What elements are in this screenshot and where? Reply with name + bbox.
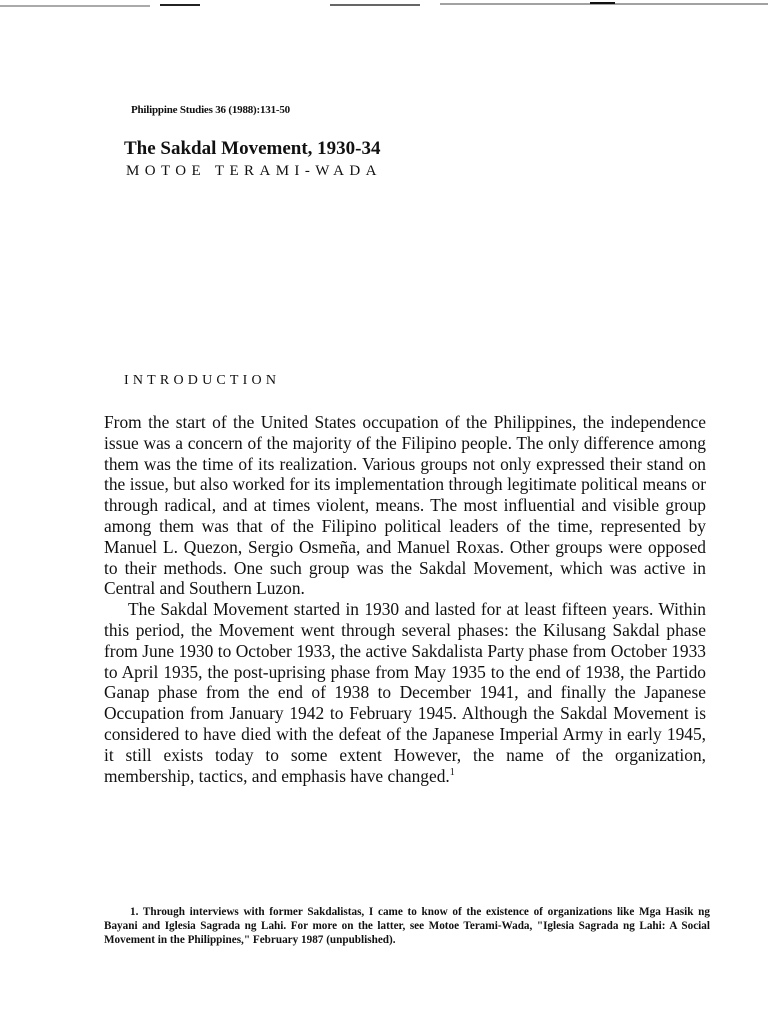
journal-citation: Philippine Studies 36 (1988):131-50	[131, 104, 290, 116]
section-heading-introduction: INTRODUCTION	[124, 373, 281, 388]
body-paragraph-2-text: The Sakdal Movement started in 1930 and lasted for at least fifteen years. Within this period, the Movement went through several phases: the Kilusang Sakdal phase from June 1930 to October 1933, the active Sakdalista Party phase from October 1933 to April 1935, the post-uprising phase from May 1935 to the end of 1938, the Partido Ganap phase from the end of 1938 to December 1941, and finally the Japanese Occupation from January 1942 to February 1945. Although the Sakdal Movement is considered to have died with the defeat of the Japanese Imperial Army in early 1945, it still exists today to some extent However, the name of the organization, membership, tactics, and emphasis have changed.	[104, 599, 706, 786]
body-paragraph-1: From the start of the United States occupation of the Philippines, the independence issue was a concern of the majority of the Filipino people. The only difference among them was the time of its realization. Various groups not only expressed their stand on the issue, but also worked for its implementation through legitimate political means or through radical, and at times violent, means. The most influential and visible group among them was that of the Filipino political leaders of the time, represented by Manuel L. Quezon, Sergio Osmeña, and Manuel Roxas. Other groups were opposed to their methods. One such group was the Sakdal Movement, which was active in Central and Southern Luzon.	[104, 412, 706, 599]
scan-edge-artifact	[0, 0, 768, 14]
article-title: The Sakdal Movement, 1930-34	[124, 138, 381, 159]
footnote-reference: 1	[449, 766, 455, 778]
body-paragraph-2	[104, 599, 706, 786]
article-author: MOTOE TERAMI-WADA	[126, 163, 382, 179]
article-body	[104, 412, 706, 786]
footnote-1: 1. Through interviews with former Sakdalistas, I came to know of the existence of organizations like Mga Hasik ng Bayani and Iglesia Sagrada ng Lahi. For more on the latter, see Motoe Terami-Wada, "Iglesia Sagrada ng Lahi: A Social Movement in the Philippines," February 1987 (unpublished).	[104, 906, 710, 946]
